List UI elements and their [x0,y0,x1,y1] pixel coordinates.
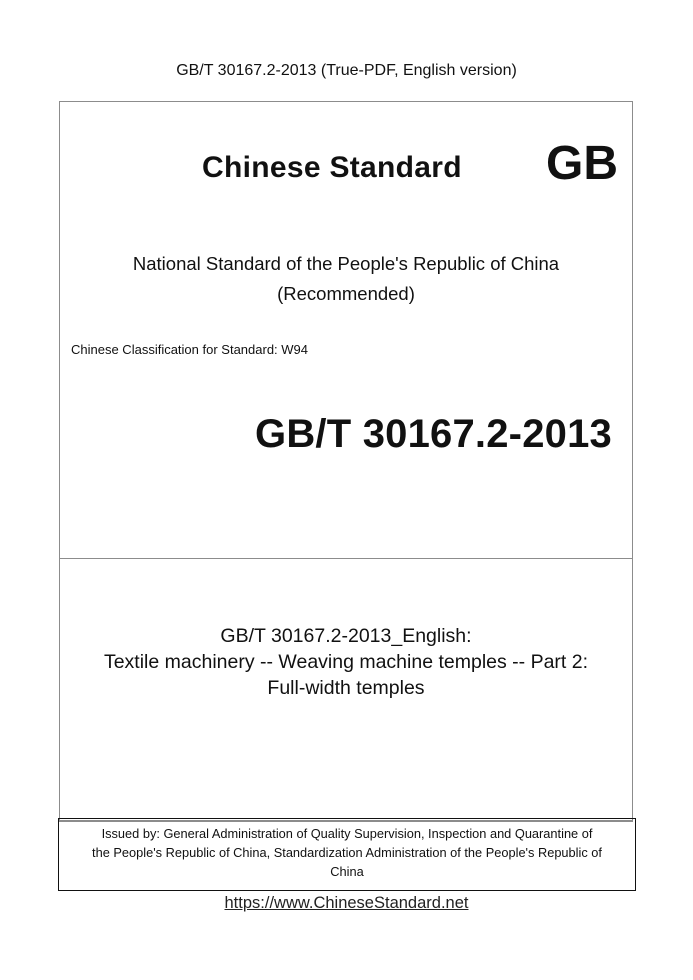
cover-frame [59,101,633,822]
issuer-box [58,818,636,891]
title-line-3: Full-width temples [267,677,425,699]
national-line-2: (Recommended) [277,283,415,304]
cover-top-section [60,102,632,559]
title-line-2: Textile machinery -- Weaving machine temples -- Part 2: [103,651,589,673]
national-line-1: National Standard of the People's Republic of China [132,253,560,274]
document-title [60,623,632,701]
header-note: GB/T 30167.2-2013 (True-PDF, English version) [176,62,517,79]
classification-label: Chinese Classification for Standard: W94 [71,342,309,357]
issuer-line-1: Issued by: General Administration of Quality Supervision, Inspection and Quarantine of [101,826,593,841]
issuer-line-2: the People's Republic of China, Standardization Administration of the People's Republic of [92,845,602,860]
website-link[interactable]: https://www.ChineseStandard.net [224,894,469,912]
cover-title-section [60,559,632,821]
issuer-line-3: China [330,864,364,879]
title-line-1: GB/T 30167.2-2013_English: [220,625,472,647]
national-standard-caption [60,249,632,309]
brand-code: GB [546,137,618,190]
brand-title: Chinese Standard [202,151,462,184]
standard-number: GB/T 30167.2-2013 [255,412,612,456]
